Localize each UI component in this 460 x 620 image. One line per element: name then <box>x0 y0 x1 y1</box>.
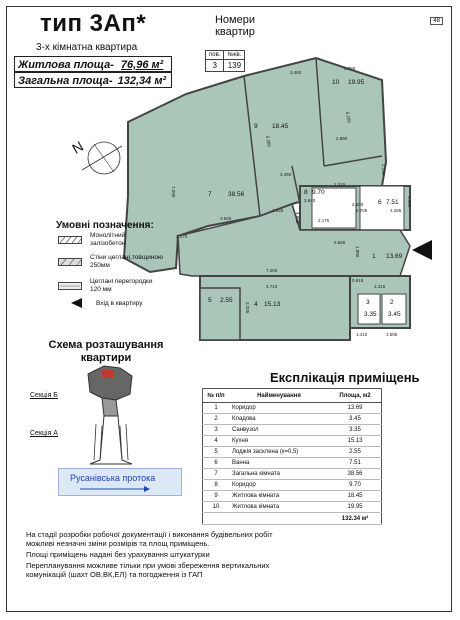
room-5-number: 5 <box>208 297 212 304</box>
note-2: Площі приміщень надані без урахування штукатурки <box>26 550 210 559</box>
row-num: 6 <box>203 458 230 469</box>
dim-15: 7.090 <box>171 186 176 198</box>
row-num: 7 <box>203 469 230 480</box>
living-area-value: 76,96 м² <box>120 59 164 71</box>
room-9-area: 18.45 <box>272 123 289 130</box>
legend-swatch-brick-wall <box>58 258 82 266</box>
row-area: 19.95 <box>329 502 382 513</box>
legend-title: Умовні позначення: <box>56 220 154 231</box>
room-8-area: 9.70 <box>312 189 325 196</box>
row-area: 15.13 <box>329 436 382 447</box>
dim-12: 3.315 <box>374 284 386 289</box>
table-row <box>203 447 382 458</box>
total-area-label: Загальна площа- <box>18 75 113 87</box>
row-num: 5 <box>203 447 230 458</box>
dim-25: 2.170 <box>176 234 188 239</box>
dim-18: 2.175 <box>318 218 330 223</box>
row-name: Житлова кімната <box>229 491 329 502</box>
room-4-number: 4 <box>254 301 258 308</box>
plan-floor-area <box>124 58 410 340</box>
room-10-area: 19.95 <box>348 79 365 86</box>
table-row <box>203 403 382 414</box>
floor-value: 3 <box>206 60 224 72</box>
room-6-area: 7.51 <box>386 199 399 206</box>
apartment-subtitle: 3-х кімнатна квартира <box>36 42 138 53</box>
room-3-number: 3 <box>366 299 370 306</box>
room-7-area: 38.56 <box>228 191 245 198</box>
dim-2: 2.880 <box>336 136 348 141</box>
room-4-area: 15.13 <box>264 301 281 308</box>
total-area: 132.34 м² <box>329 513 382 525</box>
row-name: Ванна <box>229 458 329 469</box>
row-name: Кладова <box>229 414 329 425</box>
row-area: 9.70 <box>329 480 382 491</box>
note-3: Перепланування можливе тільки при умові збереження вертикальних комунікацій (шахт ОВ,ВК,ЕЛ) та погодження із ГАП <box>26 561 270 579</box>
row-name: Лоджія засклена (к=0,5) <box>229 447 329 458</box>
dim-10: 7.265 <box>266 268 278 273</box>
row-num: 4 <box>203 436 230 447</box>
legend-swatch-partition <box>58 282 82 290</box>
row-num: 10 <box>203 502 230 513</box>
col-header-num: № п/п <box>203 389 230 403</box>
row-num: 8 <box>203 480 230 491</box>
room-2-area: 3.45 <box>388 311 401 318</box>
dim-22: 2.500 <box>352 202 364 207</box>
entrance-arrow-icon <box>412 240 432 260</box>
col-header-area: Площа, м2 <box>329 389 382 403</box>
apartment-type-title: тип 3Ап* <box>40 10 147 37</box>
dim-20: 3.205 <box>245 302 250 314</box>
section-b-label: Секція Б <box>30 392 58 399</box>
dim-4: 5.280 <box>265 135 272 148</box>
row-num: 2 <box>203 414 230 425</box>
dim-28: 0.915 <box>352 278 364 283</box>
room-9-number: 9 <box>254 123 258 130</box>
table-row <box>203 425 382 436</box>
dim-11: 4.710 <box>266 284 278 289</box>
river-label: Русанівська протока <box>70 473 156 483</box>
dim-13: 1.410 <box>356 332 368 337</box>
schema-title: Схема розташування квартири <box>48 339 164 364</box>
legend-item-brick-wall: Стіни цеглані,товщиною 250мм <box>90 254 163 269</box>
room-2-number: 2 <box>390 299 394 306</box>
table-total-row <box>203 513 382 525</box>
row-name: Житлова кімната <box>229 502 329 513</box>
legend-swatch-concrete <box>58 236 82 244</box>
row-area: 3.45 <box>329 414 382 425</box>
row-area: 2.55 <box>329 447 382 458</box>
row-name: Коридор <box>229 403 329 414</box>
room-8-number: 8 <box>304 189 308 196</box>
col-header-name: Найменування <box>229 389 329 403</box>
dim-27: 3.265 <box>390 208 402 213</box>
row-num: 3 <box>203 425 230 436</box>
dim-9: 5.665 <box>334 240 346 245</box>
room-1-number: 1 <box>372 253 376 260</box>
dim-16: 2.290 <box>381 164 386 176</box>
legend-entrance-arrow-icon <box>70 298 84 308</box>
dim-14: 1.505 <box>386 332 398 337</box>
page-number: 48 <box>430 17 443 25</box>
table-row <box>203 480 382 491</box>
floor-col-header: пов. <box>206 51 224 60</box>
legend-item-partition: Цеглані перегородки 120 мм <box>90 278 153 293</box>
number-col-header: №кв. <box>224 51 245 60</box>
room-3-area: 3.35 <box>364 311 377 318</box>
row-name: Загальна кімната <box>229 469 329 480</box>
section-a-label: Секція А <box>30 430 58 437</box>
row-name: Кухня <box>229 436 329 447</box>
dim-23: 3.460 <box>290 70 302 75</box>
explication-table <box>202 388 382 525</box>
row-area: 18.45 <box>329 491 382 502</box>
dim-19: 1.920 <box>407 196 412 208</box>
table-row <box>203 414 382 425</box>
note-1: На стадії розробки робочої документації і виконання будівельних робіт можливі незначні зміни розмірів та площ приміщень. <box>26 530 273 548</box>
living-area-label: Житлова площа- <box>18 59 114 71</box>
apartment-numbers-title: Номери квартир <box>214 14 255 38</box>
row-area: 3.35 <box>329 425 382 436</box>
room-10-number: 10 <box>332 79 340 86</box>
dim-17: 1.880 <box>355 246 360 258</box>
row-num: 9 <box>203 491 230 502</box>
row-area: 13.69 <box>329 403 382 414</box>
row-name: Санвузол <box>229 425 329 436</box>
apartment-number-value: 139 <box>224 60 245 72</box>
dim-7: 4.885 <box>295 212 300 224</box>
legend-item-entrance: Вхід в квартиру <box>96 300 143 307</box>
row-num: 1 <box>203 403 230 414</box>
row-area: 38.56 <box>329 469 382 480</box>
row-name: Коридор <box>229 480 329 491</box>
dim-3: 5.180 <box>345 111 352 124</box>
room-7-number: 7 <box>208 191 212 198</box>
svg-text:N: N <box>69 137 87 157</box>
room-5-area: 2.55 <box>220 297 233 304</box>
notes <box>26 530 296 581</box>
dim-1: 3.450 <box>280 172 292 177</box>
building-schema <box>82 364 140 468</box>
dim-21: 3.840 <box>304 198 316 203</box>
river-arrow-icon <box>80 486 150 492</box>
table-row <box>203 458 382 469</box>
dim-6: 1.425 <box>272 208 284 213</box>
north-arrow-icon <box>69 132 124 184</box>
explication-title: Експлікація приміщень <box>270 370 420 385</box>
dim-5: 3.925 <box>220 216 232 221</box>
row-area: 7.51 <box>329 458 382 469</box>
dim-24: 2.785 <box>344 66 356 71</box>
table-row <box>203 502 382 513</box>
room-1-area: 13.69 <box>386 253 403 260</box>
table-row <box>203 491 382 502</box>
total-area-value: 132,34 м² <box>117 75 167 87</box>
table-row <box>203 469 382 480</box>
legend-item-concrete: Монолітний залізобетон <box>90 232 126 247</box>
dim-8: 2.315 <box>334 182 346 187</box>
dim-26: 2.705 <box>356 208 368 213</box>
room-6-number: 6 <box>378 199 382 206</box>
table-row <box>203 436 382 447</box>
